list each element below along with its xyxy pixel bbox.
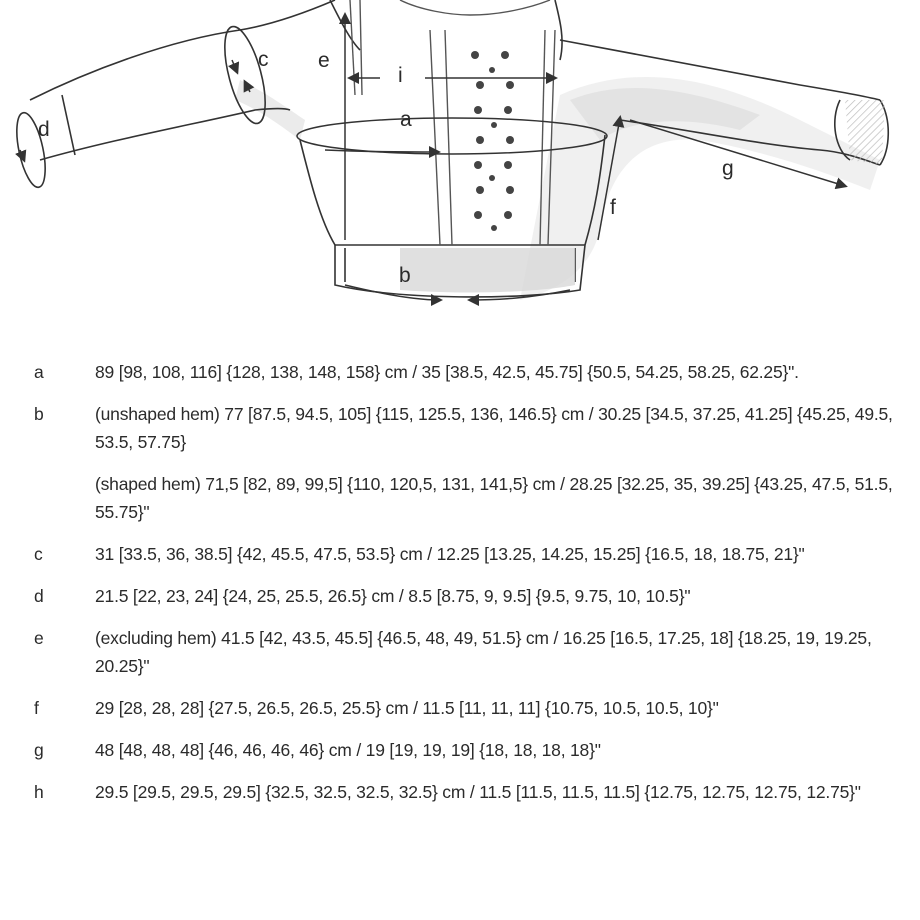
measurement-value: 89 [98, 108, 116] {128, 138, 148, 158} cm / 35 [38.5, 42.5, 45.75] {50.5, 54.25, 58.25, 62.25}".: [95, 362, 799, 382]
measurement-value-shaped-hem: (shaped hem) 71,5 [82, 89, 99,5] {110, 120,5, 131, 141,5} cm / 28.25 [32.25, 35, 39.25] {43.25, 47.5, 51.5, 55.75}": [95, 474, 893, 522]
measurement-value: 31 [33.5, 36, 38.5] {42, 45.5, 47.5, 53.5} cm / 12.25 [13.25, 14.25, 15.25] {16.5, 18, 18.75, 21}": [95, 544, 805, 564]
measurement-key: c: [34, 544, 43, 564]
label-f: f: [610, 196, 616, 219]
label-c: c: [258, 48, 269, 71]
measurement-row-d: [0, 582, 920, 610]
label-e: e: [318, 49, 330, 72]
measurement-value: 48 [48, 48, 48] {46, 46, 46, 46} cm / 19 [19, 19, 19] {18, 18, 18, 18}": [95, 740, 601, 760]
left-sleeve: [11, 0, 335, 190]
measurement-value-unshaped-hem: (unshaped hem) 77 [87.5, 94.5, 105] {115, 125.5, 136, 146.5} cm / 30.25 [34.5, 37.25, 41.25] {45.25, 49.5, 53.5, 57.75}: [95, 404, 893, 452]
label-b: b: [399, 264, 411, 287]
hem-shading: [400, 248, 575, 292]
label-a: a: [400, 108, 412, 131]
measurement-row-c: [0, 540, 920, 568]
measurement-key: d: [34, 586, 44, 606]
measurement-row-e: [0, 624, 920, 680]
measurement-key: a: [34, 362, 44, 382]
measurement-value: 29.5 [29.5, 29.5, 29.5] {32.5, 32.5, 32.5, 32.5} cm / 11.5 [11.5, 11.5, 11.5] {12.75, 12.75, 12.75, 12.75}": [95, 782, 861, 802]
measurement-row-g: [0, 736, 920, 764]
measurement-row-a: [0, 358, 920, 386]
measurement-value: 29 [28, 28, 28] {27.5, 26.5, 26.5, 25.5} cm / 11.5 [11, 11, 11] {10.75, 10.5, 10.5, 10}": [95, 698, 719, 718]
measurement-key: b: [34, 404, 44, 424]
measurement-row-h: [0, 778, 920, 806]
measurement-list: [0, 358, 920, 820]
measurement-key: g: [34, 740, 44, 760]
sweater-schematic: [0, 0, 920, 320]
measurement-value: 21.5 [22, 23, 24] {24, 25, 25.5, 26.5} cm / 8.5 [8.75, 9, 9.5] {9.5, 9.75, 10, 10.5}": [95, 586, 691, 606]
measurement-value: (excluding hem) 41.5 [42, 43.5, 45.5] {46.5, 48, 49, 51.5} cm / 16.25 [16.5, 17.25, 18] {18.25, 19, 19.25, 20.25}": [95, 628, 872, 676]
sweater-schematic-drawing: [0, 0, 920, 320]
label-d: d: [38, 118, 50, 141]
measurement-row-f: [0, 694, 920, 722]
measurement-key: h: [34, 782, 44, 802]
label-g: g: [722, 157, 734, 180]
measurement-key: e: [34, 628, 44, 648]
label-i: i: [398, 64, 403, 87]
measurement-row-b: [0, 400, 920, 526]
measurement-key: f: [34, 698, 39, 718]
center-cable-panel: [350, 0, 555, 245]
